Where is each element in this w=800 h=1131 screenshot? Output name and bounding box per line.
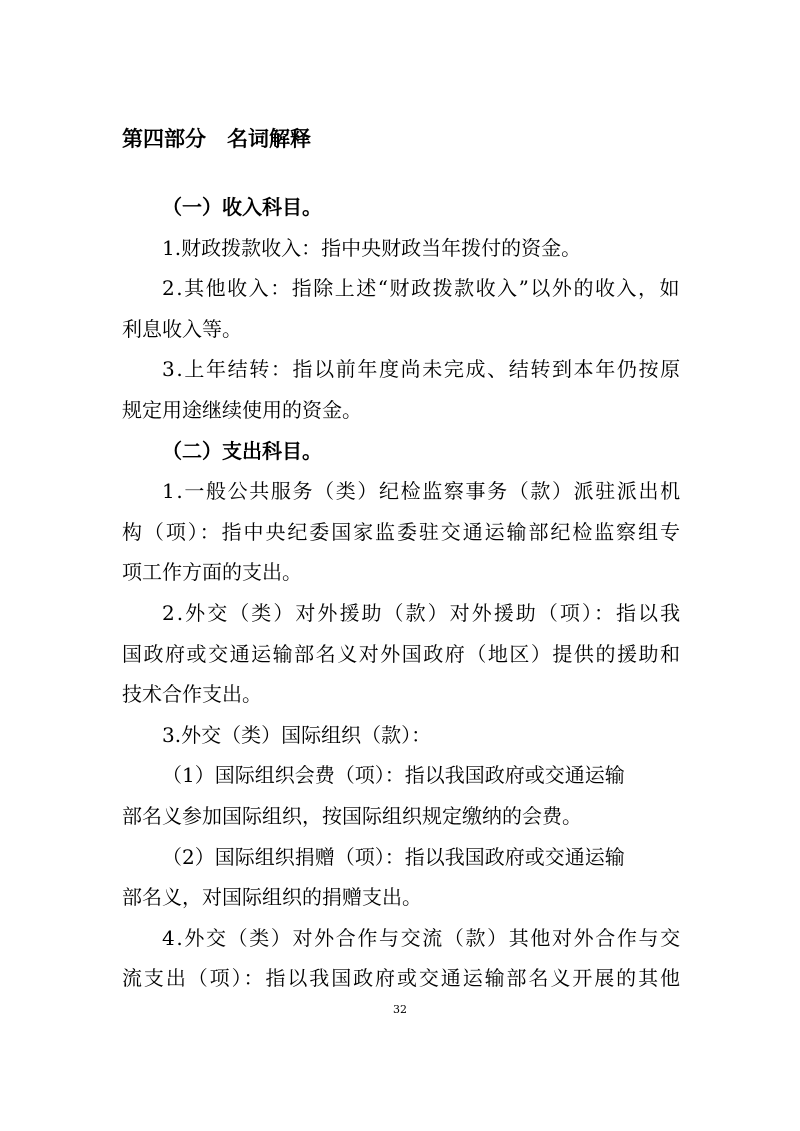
body-line: 国政府或交通运输部名义对外国政府（地区）提供的援助和 xyxy=(122,642,682,666)
body-line: 部名义，对国际组织的捐赠支出。 xyxy=(122,885,422,909)
body-line: （1）国际组织会费（项）：指以我国政府或交通运输 xyxy=(162,763,625,787)
body-line: 1.财政拨款收入：指中央财政当年拨付的资金。 xyxy=(162,236,582,260)
section-heading: （一）收入科目。 xyxy=(162,195,322,219)
page-number: 32 xyxy=(393,1003,407,1016)
section-heading: （二）支出科目。 xyxy=(162,439,322,463)
body-line: （2）国际组织捐赠（项）：指以我国政府或交通运输 xyxy=(162,845,625,869)
body-line: 3.上年结转：指以前年度尚未完成、结转到本年仍按原 xyxy=(162,357,682,381)
body-line: 3.外交（类）国际组织（款）： xyxy=(162,723,432,747)
body-line: 技术合作支出。 xyxy=(122,682,262,706)
body-line: 项工作方面的支出。 xyxy=(122,560,302,584)
body-line: 利息收入等。 xyxy=(122,317,242,341)
body-line: 2.外交（类）对外援助（款）对外援助（项）：指以我 xyxy=(162,601,683,625)
body-line: 4.外交（类）对外合作与交流（款）其他对外合作与交 xyxy=(162,926,682,950)
body-line: 部名义参加国际组织，按国际组织规定缴纳的会费。 xyxy=(122,804,582,828)
body-line: 2.其他收入：指除上述“财政拨款收入”以外的收入，如 xyxy=(162,276,682,300)
body-line: 流支出（项）：指以我国政府或交通运输部名义开展的其他 xyxy=(122,966,682,990)
body-line: 规定用途继续使用的资金。 xyxy=(122,398,362,422)
body-line: 1.一般公共服务（类）纪检监察事务（款）派驻派出机 xyxy=(162,479,682,503)
part-title: 第四部分 名词解释 xyxy=(122,127,311,151)
body-line: 构（项）：指中央纪委国家监委驻交通运输部纪检监察组专 xyxy=(122,520,682,544)
